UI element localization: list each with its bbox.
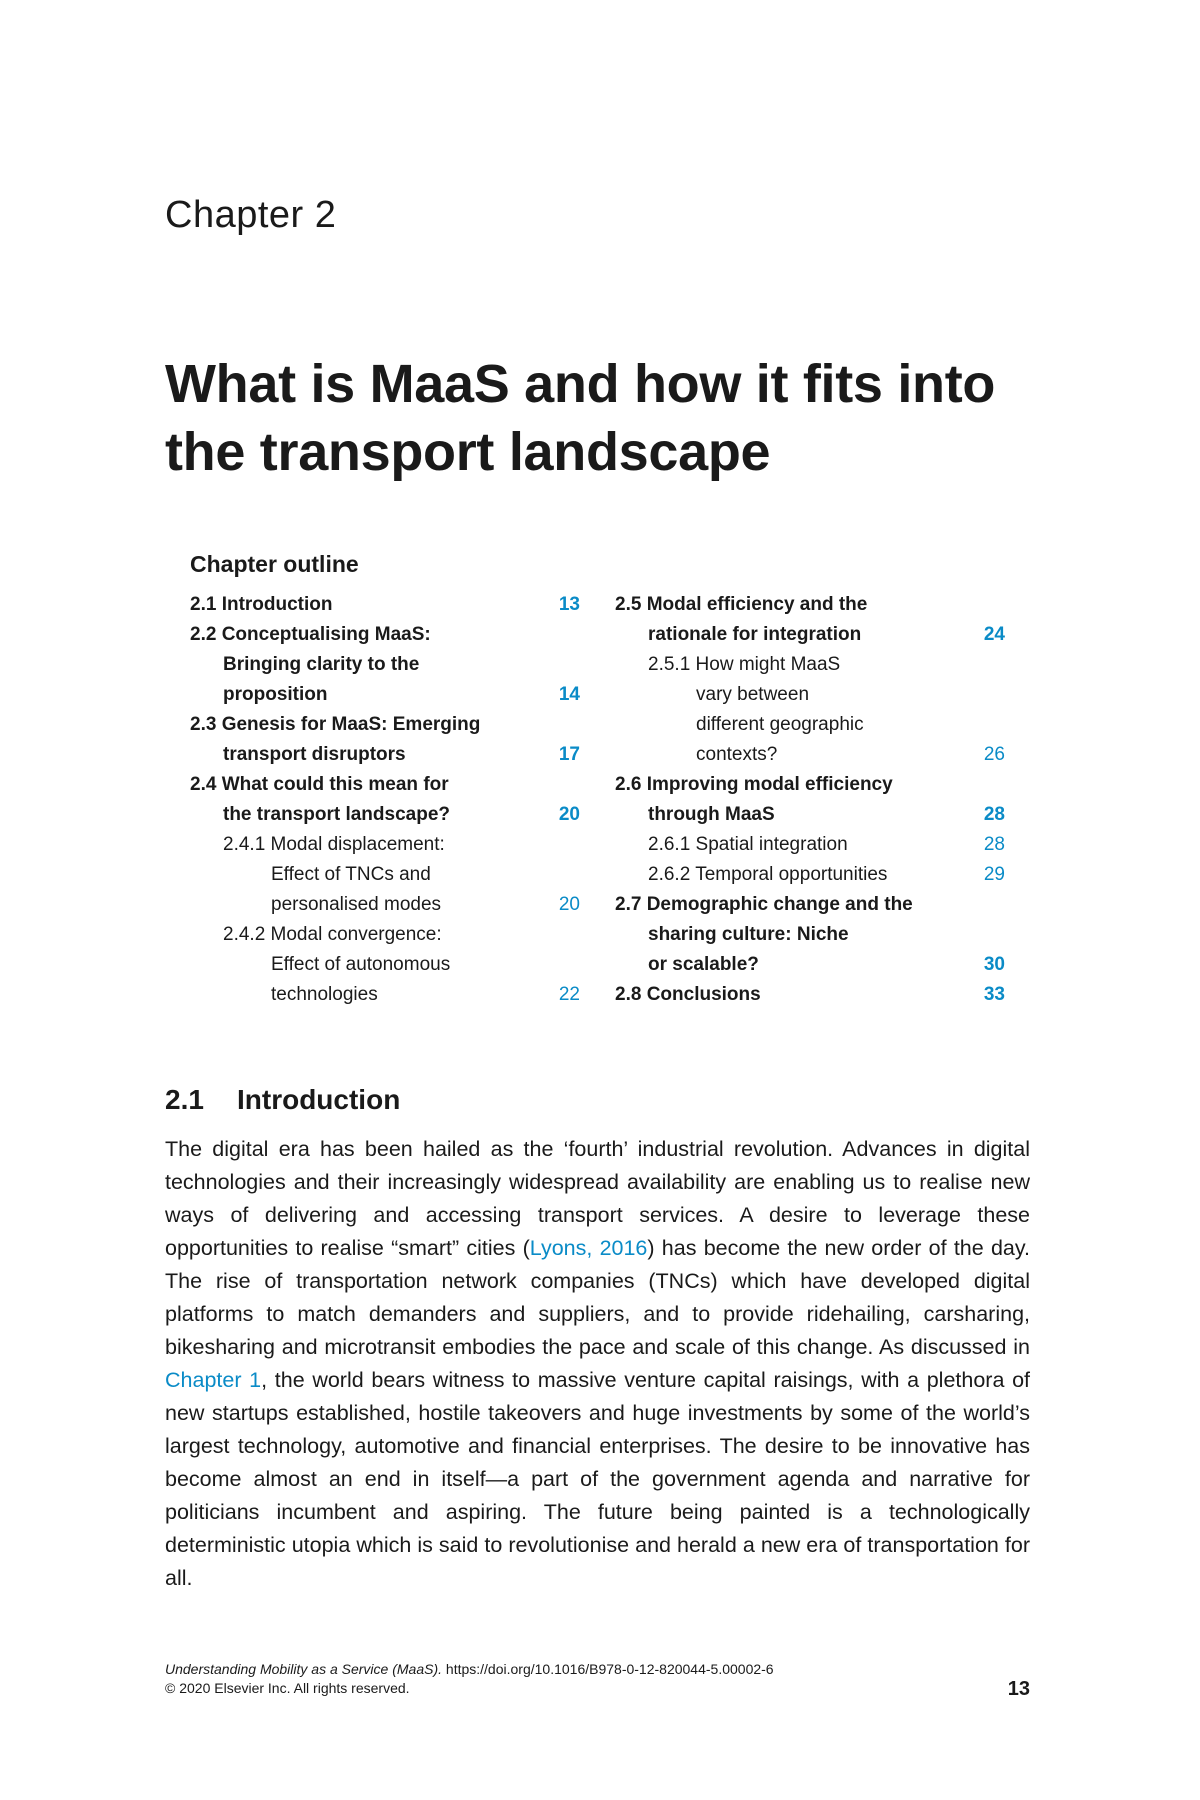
outline-entry-text: Effect of TNCs and <box>271 864 431 885</box>
body-paragraph <box>165 1133 1030 1595</box>
section-title: Introduction <box>237 1084 401 1115</box>
outline-page-number[interactable]: 24 <box>983 624 1005 645</box>
outline-entry[interactable] <box>615 770 1005 830</box>
chapter-title-line-2: the transport landscape <box>165 422 771 482</box>
outline-entry-text: 2.8 Conclusions <box>615 984 761 1005</box>
outline-entry-text: Effect of autonomous <box>271 954 451 975</box>
outline-entry-text: 2.4.1 Modal displacement: <box>223 834 445 855</box>
outline-entry[interactable] <box>615 650 1005 770</box>
outline-entry-text: 2.6.1 Spatial integration <box>648 834 848 855</box>
citation-link-lyons-2016[interactable]: Lyons, 2016 <box>529 1236 648 1260</box>
outline-entry-text: 2.1 Introduction <box>190 594 333 615</box>
outline-entry[interactable] <box>190 770 580 830</box>
footer-copyright: © 2020 Elsevier Inc. All rights reserved. <box>165 1680 410 1696</box>
outline-page-number[interactable]: 22 <box>558 984 580 1005</box>
page-number: 13 <box>1007 1678 1030 1700</box>
footer-book-title: Understanding Mobility as a Service (MaaS). <box>165 1661 443 1677</box>
outline-entry[interactable] <box>615 860 1005 890</box>
outline-entry[interactable] <box>190 710 580 770</box>
chapter-label: Chapter 2 <box>165 194 337 236</box>
section-heading <box>165 1083 400 1117</box>
outline-entry-text: technologies <box>271 984 378 1005</box>
outline-page-number[interactable]: 33 <box>983 984 1005 1005</box>
outline-entry[interactable] <box>615 830 1005 860</box>
outline-heading: Chapter outline <box>190 551 359 577</box>
outline-entry-text: 2.2 Conceptualising MaaS: <box>190 624 431 645</box>
outline-entry-text: 2.7 Demographic change and the <box>615 894 913 915</box>
outline-entry-text: different geographic <box>696 714 864 735</box>
outline-entry[interactable] <box>615 980 1005 1010</box>
outline-entry-text: 2.5 Modal efficiency and the <box>615 594 868 615</box>
outline-entry[interactable] <box>190 620 580 710</box>
body-text-part-2: ) has become the new order of the day. The rise of transportation network companies (TNCs) which have developed digital platforms to match demanders and suppliers, and to provide ridehailing, carsharing, bikesharing and microtransit embodies the pace and scale of this change. As discussed in <box>165 1236 1030 1359</box>
outline-entry[interactable] <box>615 890 1005 980</box>
outline-entry[interactable] <box>190 830 580 920</box>
page-footer <box>165 1660 774 1698</box>
outline-entry-text: contexts? <box>696 744 778 765</box>
outline-entry-text: 2.6.2 Temporal opportunities <box>648 864 888 885</box>
outline-page-number[interactable]: 13 <box>558 594 580 615</box>
outline-entry-text: 2.5.1 How might MaaS <box>648 654 841 675</box>
outline-entry-text: rationale for integration <box>648 624 862 645</box>
outline-entry-text: transport disruptors <box>223 744 406 765</box>
outline-page-number[interactable]: 20 <box>558 894 580 915</box>
outline-entry-text: personalised modes <box>271 894 442 915</box>
footer-citation-line <box>165 1660 774 1679</box>
outline-entry[interactable] <box>615 590 1005 650</box>
outline-entry-text: 2.4 What could this mean for <box>190 774 449 795</box>
outline-entry[interactable] <box>190 920 580 1010</box>
outline-entry-text: or scalable? <box>648 954 759 975</box>
outline-page-number[interactable]: 28 <box>983 804 1005 825</box>
outline-page-number[interactable]: 29 <box>983 864 1005 885</box>
outline-entry-text: the transport landscape? <box>223 804 450 825</box>
outline-entry-text: Bringing clarity to the <box>223 654 420 675</box>
section-number: 2.1 <box>165 1084 204 1115</box>
outline-page-number[interactable]: 20 <box>558 804 580 825</box>
outline-page-number[interactable]: 14 <box>558 684 580 705</box>
chapter-1-link[interactable]: Chapter 1 <box>165 1368 262 1392</box>
outline-right-column <box>615 590 1005 1010</box>
outline-entry-text: 2.3 Genesis for MaaS: Emerging <box>190 714 481 735</box>
footer-doi[interactable]: https://doi.org/10.1016/B978-0-12-820044-5.00002-6 <box>442 1661 774 1677</box>
outline-entry-text: proposition <box>223 684 328 705</box>
outline-page-number[interactable]: 26 <box>983 744 1005 765</box>
outline-entry-text: sharing culture: Niche <box>648 924 849 945</box>
outline-entry-text: vary between <box>696 684 810 705</box>
outline-entry-text: 2.6 Improving modal efficiency <box>615 774 893 795</box>
outline-entry-text: 2.4.2 Modal convergence: <box>223 924 442 945</box>
outline-entry-text: through MaaS <box>648 804 775 825</box>
outline-page-number[interactable]: 28 <box>983 834 1005 855</box>
outline-left-column <box>190 590 580 1010</box>
chapter-title-line-1: What is MaaS and how it fits into <box>165 354 996 414</box>
chapter-title <box>165 350 1065 486</box>
outline-page-number[interactable]: 30 <box>983 954 1005 975</box>
outline-page-number[interactable]: 17 <box>558 744 580 765</box>
body-text-part-3: , the world bears witness to massive venture capital raisings, with a plethora of new startups established, hostile takeovers and huge investments by some of the world’s largest technology, automotive and financial enterprises. The desire to be innovative has become almost an end in itself—a part of the government agenda and narrative for politicians incumbent and aspiring. The future being painted is a technologically deterministic utopia which is said to revolutionise and herald a new era of transportation for all. <box>165 1368 1031 1590</box>
outline-entry[interactable] <box>190 590 580 620</box>
body-text-part-1: The digital era has been hailed as the ‘fourth’ industrial revolution. Advances in digital technologies and their increasingly widespread availability are enabling us to realise new ways of delivering and accessing transport services. A desire to leverage these opportunities to realise “smart” cities ( <box>165 1137 1030 1260</box>
